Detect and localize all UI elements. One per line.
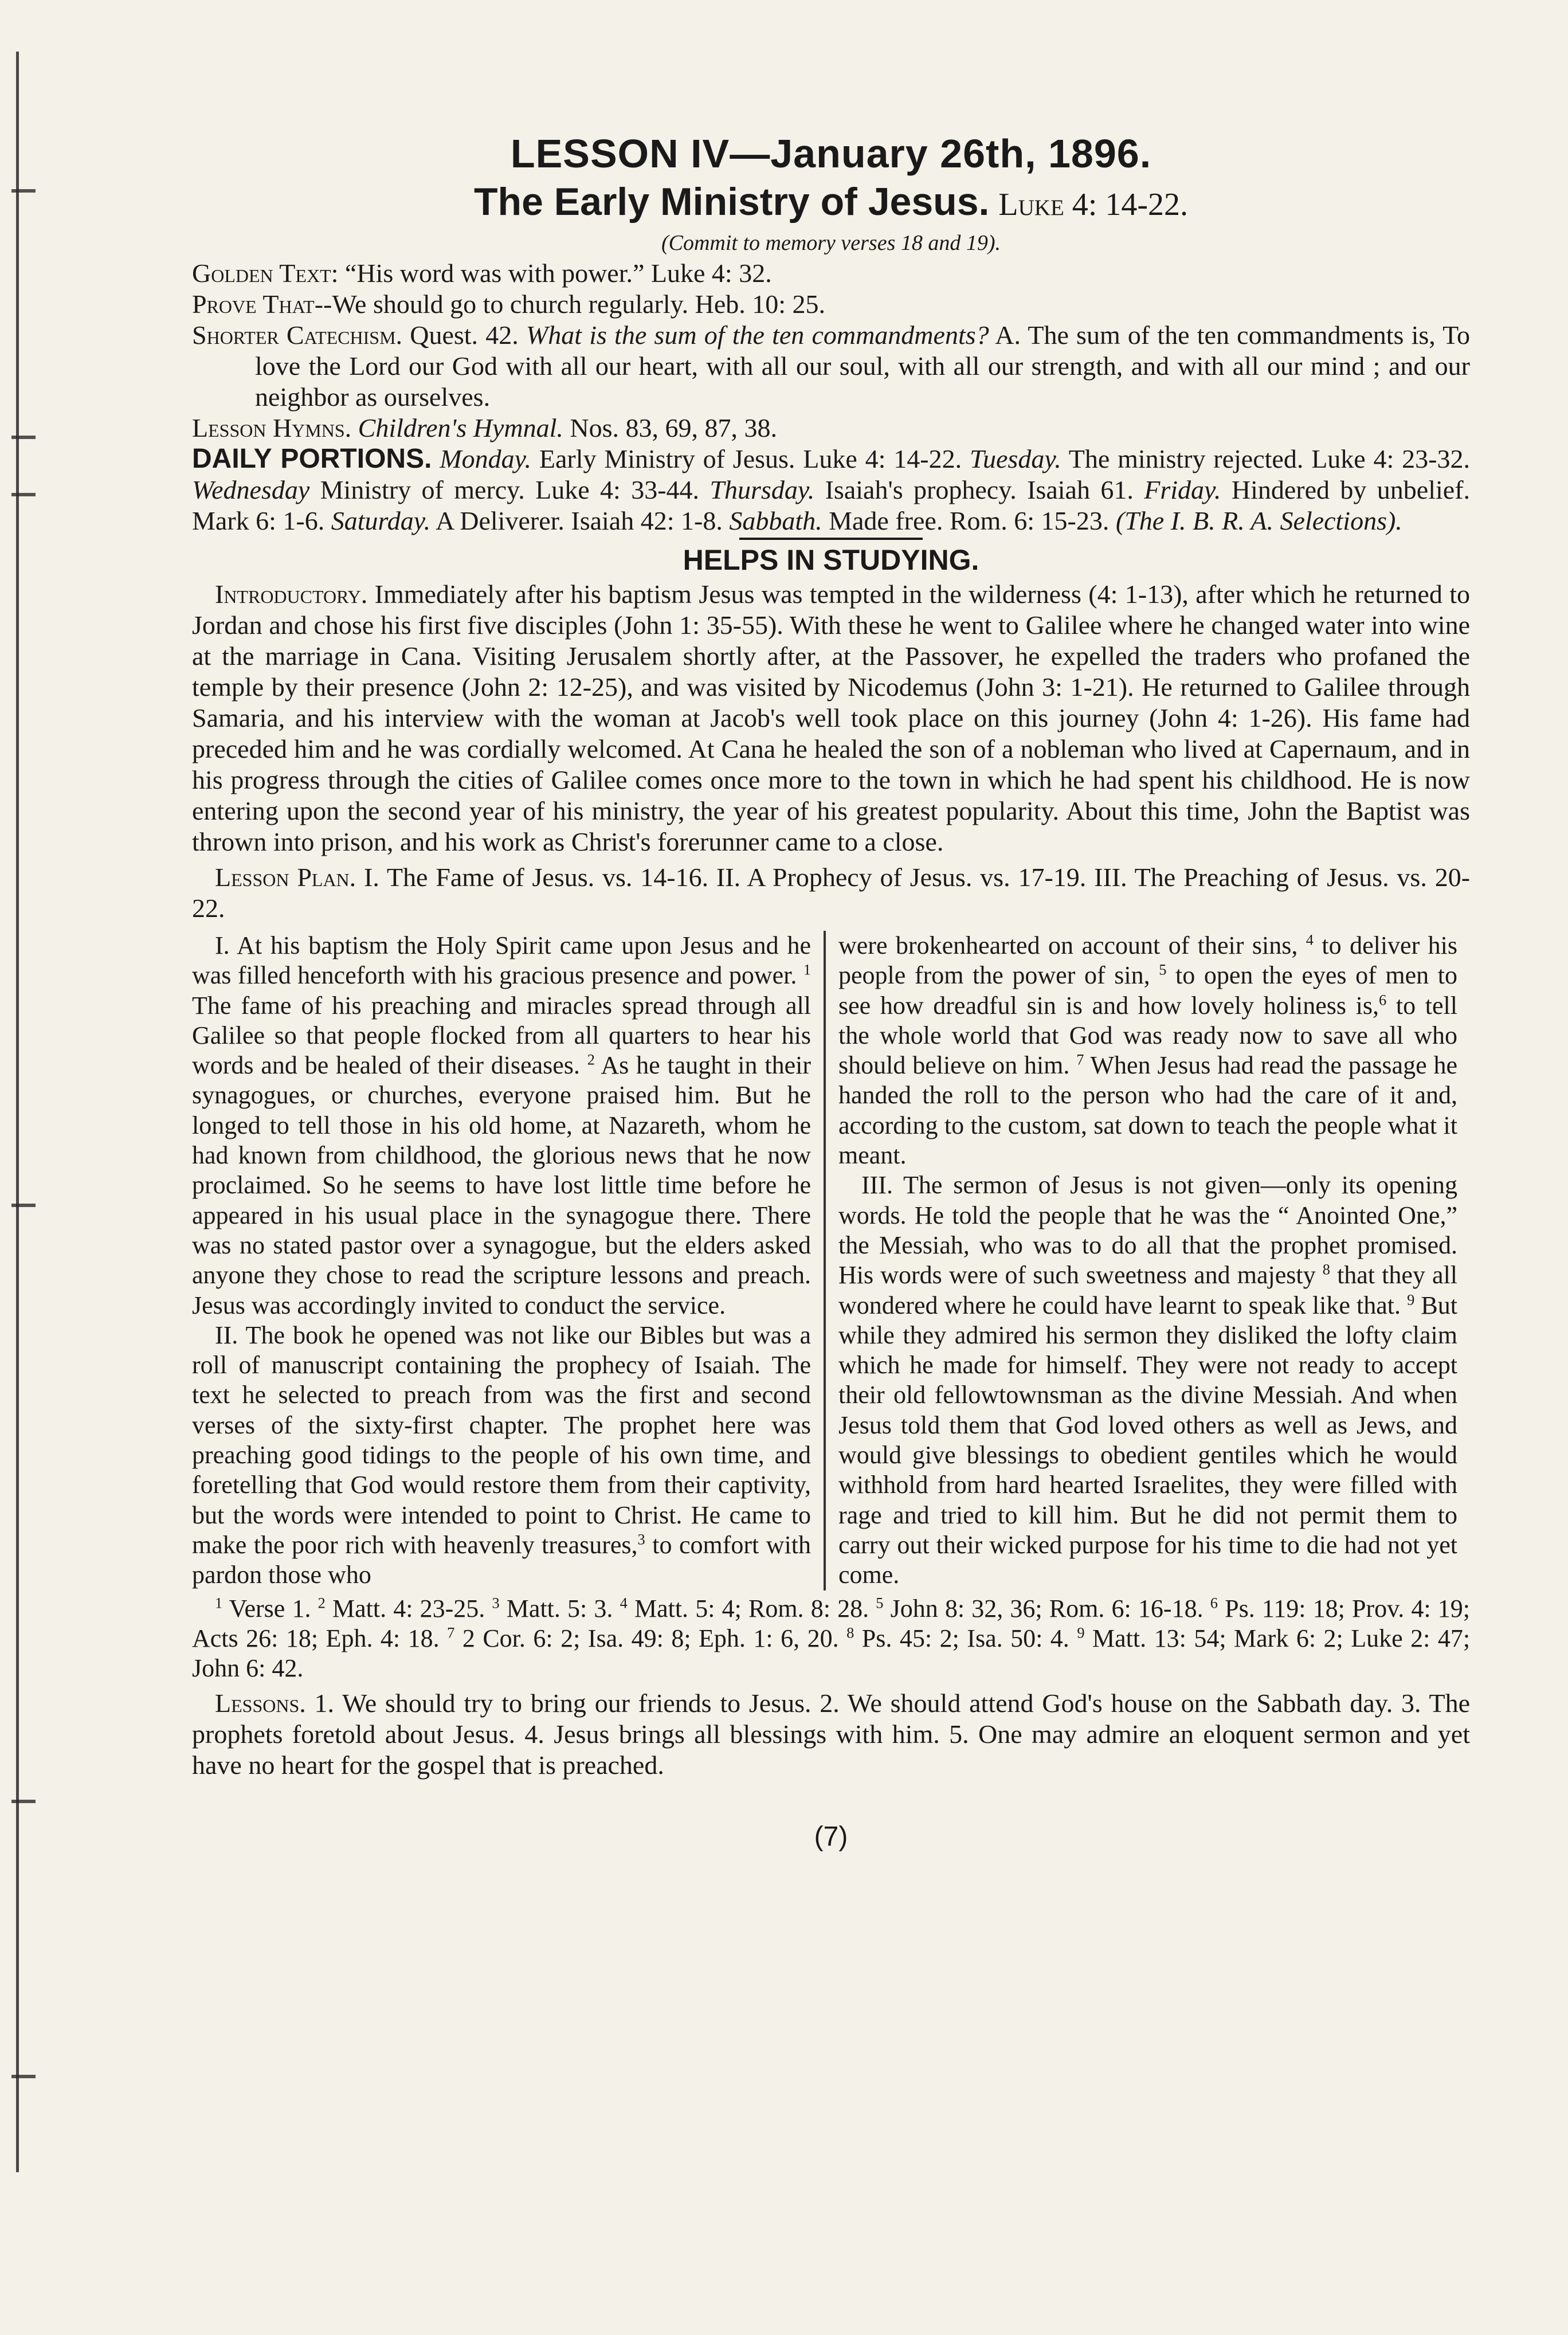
lessons <box>192 1688 1470 1781</box>
footnote-number: 4 <box>620 1593 628 1611</box>
footnote-text: Matt. 13: 54; Mark 6: 2; Luke 2: 47; John 6: 42. <box>192 1624 1471 1682</box>
daily-reading: Isaiah's prophecy. Isaiah 61. <box>825 475 1134 504</box>
lessons-body: 1. We should try to bring our friends to Jesus. 2. We should attend God's house on the Sabbath day. 3. The prophets foretold about Jesus. 4. Jesus brings all blessings with him. 5. One may admire an eloquent sermon and yet have no heart for the gospel that is preached. <box>192 1688 1470 1780</box>
gutter-mark <box>11 493 36 496</box>
daily-reading: Ministry of mercy. Luke 4: 33-44. <box>320 475 700 504</box>
footnote-ref: 8 <box>1322 1260 1330 1278</box>
golden-text-label: Golden Text: <box>192 258 339 288</box>
daily-reading: Made free. Rom. 6: 15-23. <box>829 506 1110 535</box>
daily-day: Monday. <box>440 444 531 473</box>
prove-that-body: --We should go to church regularly. Heb. 10: 25. <box>314 289 826 319</box>
footnotes <box>192 1594 1470 1683</box>
footnote-text: Ps. 45: 2; Isa. 50: 4. <box>861 1624 1069 1652</box>
helps-heading-block <box>192 541 1470 579</box>
daily-day: Sabbath. <box>729 506 822 535</box>
footnote-text: Ps. 119: 18; Prov. 4: 19; Acts 26: 18; Eph. 4: 18. <box>192 1594 1470 1652</box>
golden-text <box>192 258 1470 289</box>
golden-text-body: “His word was with power.” Luke 4: 32. <box>344 258 772 288</box>
gutter-mark <box>11 2075 36 2078</box>
section-one-commentary <box>192 931 811 1321</box>
introductory-body: Immediately after his baptism Jesus was tempted in the wilderness (4: 1-13), after which he returned to Jordan and chose his first five disciples (John 1: 35-55). With these he went to Galilee where he changed water into wine at the marriage in Cana. Visiting Jerusalem shortly after, at the Passover, he expelled the traders who profaned the temple by their presence (John 2: 12-25), and was visited by Nicodemus (John 3: 1-21). He returned to Galilee through Samaria, and his interview with the woman at Jacob's well took place on this journey (John 4: 1-26). His fame had preceded him and he was cordially welcomed. At Cana he healed the son of a nobleman who lived at Capernaum, and in his progress through the cities of Galilee comes once more to the town in which he had spent his childhood. He is now entering upon the second year of his ministry, the year of his greatest popularity. About this time, John the Baptist was thrown into prison, and his work as Christ's forerunner came to a close. <box>192 579 1471 856</box>
lesson-topic: The Early Ministry of Jesus. <box>474 180 990 224</box>
footnote-number: 3 <box>492 1593 500 1611</box>
lesson-plan-body: I. The Fame of Jesus. vs. 14-16. II. A Prophecy of Jesus. vs. 17-19. III. The Preaching of Jesus. vs. 20-22. <box>192 863 1471 923</box>
daily-reading: Early Ministry of Jesus. Luke 4: 14-22. <box>539 444 962 473</box>
gutter-mark <box>11 1800 36 1803</box>
footnote-text: Verse 1. <box>229 1594 311 1623</box>
lesson-plan-label: Lesson Plan. <box>215 863 356 892</box>
commit-note: (Commit to memory verses 18 and 19). <box>661 231 1001 255</box>
section-two-commentary <box>192 1321 811 1590</box>
shorter-catechism <box>192 320 1470 413</box>
introductory <box>192 579 1470 857</box>
commentary-text: The fame of his preaching and miracles spread through all Galilee so that people flocked from all quarters to hear his words and be healed of their diseases. <box>192 991 811 1080</box>
footnote-ref: 1 <box>803 961 812 978</box>
hymns-label: Lesson Hymns. <box>192 413 352 442</box>
commentary-text: III. The sermon of Jesus is not given—only its opening words. He told the people that he was the “ Anointed One,” the Messiah, who was to do all that the prophet promised. His words were of such sweetness and majesty <box>838 1171 1457 1290</box>
footnote-number: 9 <box>1077 1623 1085 1641</box>
footnote-ref: 4 <box>1306 931 1314 949</box>
daily-portions-label: DAILY PORTIONS. <box>192 444 432 474</box>
footnote-number: 1 <box>215 1593 223 1611</box>
daily-reading: A Deliverer. Isaiah 42: 1-8. <box>436 506 723 535</box>
daily-day: Thursday. <box>709 475 815 504</box>
footnote-number: 2 <box>317 1593 326 1611</box>
footnote-text: John 8: 32, 36; Rom. 6: 16-18. <box>890 1594 1204 1623</box>
binding-rule <box>16 52 19 2172</box>
introductory-label: Introductory. <box>215 579 368 609</box>
footnote-text: Matt. 5: 3. <box>506 1594 613 1623</box>
two-column-commentary <box>192 931 1470 1590</box>
footnote-number: 7 <box>447 1623 455 1641</box>
commentary-text: to open the eyes of men to see how dreadful sin is and how lovely holiness is, <box>838 961 1458 1020</box>
binding-gutter <box>0 0 86 2335</box>
lesson-hymns <box>192 413 1470 444</box>
commentary-text: I. At his baptism the Holy Spirit came upon Jesus and he was filled henceforth with his gracious presence and power. <box>192 931 811 990</box>
commentary-text: As he taught in their synagogues, or churches, everyone praised him. But he longed to tell those in his old home, at Nazareth, whom he had known from childhood, the glorious news that he now proclaimed. So he seems to have lost little time before he appeared in his usual place in the synagogue there. There was no stated pastor over a synagogue, but the elders asked anyone they chose to read the scripture lessons and preach. Jesus was accordingly invited to conduct the service. <box>192 1051 812 1319</box>
commentary-text: II. The book he opened was not like our Bibles but was a roll of manuscript containing the prophecy of Isaiah. The text he selected to preach from was the first and second verses of the sixty-first chapter. The prophet here was preaching good tidings to the people of his own time, and foretelling that God would restore them from their captivity, but the words were intended to point to Christ. He came to make the poor rich with heavenly treasures, <box>192 1321 811 1559</box>
catechism-label: Shorter Catechism. <box>192 320 403 350</box>
section-rule <box>739 538 923 540</box>
daily-portions <box>192 444 1470 536</box>
left-column <box>192 931 826 1590</box>
commentary-text: to tell the whole world that God was ready now to save all who should believe on him. <box>838 991 1457 1080</box>
gutter-mark <box>11 189 36 193</box>
daily-source: (The I. B. R. A. Selections). <box>1115 506 1402 535</box>
commentary-text: were brokenhearted on account of their sins, <box>838 931 1298 959</box>
section-two-continued <box>838 931 1457 1170</box>
page-number: (7) <box>814 1821 848 1852</box>
helps-heading: HELPS IN STUDYING. <box>683 544 979 576</box>
lesson-reference: Luke 4: 14-22. <box>998 187 1188 222</box>
daily-reading: The ministry rejected. Luke 4: 23-32. <box>1068 444 1471 473</box>
footnote-ref: 7 <box>1076 1051 1084 1068</box>
lesson-title: LESSON IV—January 26th, 1896. <box>510 131 1152 176</box>
section-three-commentary <box>838 1170 1457 1590</box>
lessons-label: Lessons. <box>215 1688 306 1718</box>
daily-day: Tuesday. <box>969 444 1061 473</box>
topic-line <box>192 178 1470 228</box>
commentary-text: to comfort with pardon those who <box>192 1530 812 1589</box>
commentary-text: to deliver his people from the power of sin, <box>838 931 1458 990</box>
daily-day: Wednesday <box>192 475 310 504</box>
commentary-text: When Jesus had read the passage he handed the roll to the person who had the care of it and, according to the custom, sat down to teach the people what it meant. <box>838 1051 1457 1170</box>
footnote-number: 8 <box>846 1623 854 1641</box>
footnote-ref: 5 <box>1159 961 1167 978</box>
footnote-ref: 3 <box>637 1530 645 1548</box>
gutter-mark <box>11 1204 36 1207</box>
commentary-text: But while they admired his sermon they disliked the lofty claim which he made for himself. They were not ready to accept their old fellowtownsman as the divine Messiah. And when Jesus told them that God loved others as well as Jews, and would give blessings to obedient gentiles which he would withhold from hard hearted Israelites, they were filled with rage and tried to kill him. But he did not permit them to carry out their wicked purpose for his time to die had not yet come. <box>838 1291 1457 1589</box>
footnote-number: 5 <box>876 1593 884 1611</box>
footnote-text: Matt. 5: 4; Rom. 8: 28. <box>634 1594 869 1623</box>
hymnal-name: Children's Hymnal. <box>358 413 563 442</box>
daily-reading: Hindered by unbelief. Mark 6: 1-6. <box>192 475 1471 535</box>
commentary-text: that they all wondered where he could have learnt to speak like that. <box>838 1261 1458 1319</box>
document-page <box>192 129 1470 1852</box>
catechism-question: What is the sum of the ten commandments? <box>526 320 989 350</box>
right-column <box>826 931 1457 1590</box>
hymn-numbers: Nos. 83, 69, 87, 38. <box>570 413 778 442</box>
prove-that <box>192 289 1470 320</box>
footnote-ref: 9 <box>1407 1290 1415 1308</box>
footnote-ref: 2 <box>587 1051 595 1068</box>
catechism-answer: A. The sum of the ten commandments is, To love the Lord our God with all our heart, with all our soul, with all our strength, and with all our mind ; and our neighbor as ourselves. <box>255 320 1471 412</box>
daily-day: Friday. <box>1144 475 1221 504</box>
lesson-plan <box>192 862 1470 924</box>
footnote-ref: 6 <box>1379 990 1387 1008</box>
footnote-text: Matt. 4: 23-25. <box>332 1594 485 1623</box>
footnote-number: 6 <box>1210 1593 1218 1611</box>
gutter-mark <box>11 436 36 439</box>
footnote-text: 2 Cor. 6: 2; Isa. 49: 8; Eph. 1: 6, 20. <box>462 1624 839 1652</box>
daily-day: Saturday. <box>331 506 431 535</box>
prove-that-label: Prove That <box>192 289 315 319</box>
catechism-question-number: Quest. 42. <box>410 320 519 350</box>
